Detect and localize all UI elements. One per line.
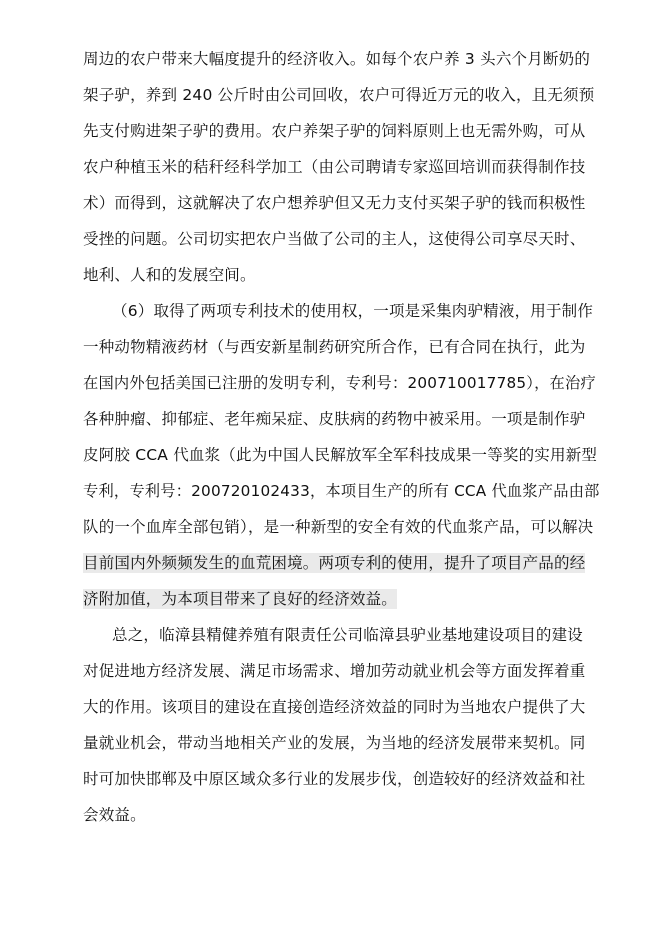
text-line: 时可加快邯郸及中原区域众多行业的发展步伐，创造较好的经济效益和社	[83, 770, 586, 788]
text-line: 各种肿瘤、抑郁症、老年痴呆症、皮肤病的药物中被采用。一项是制作驴	[83, 410, 586, 428]
text-line: 目前国内外频频发生的血荒困境。两项专利的使用，提升了项目产品的经	[83, 554, 586, 572]
text-line: 先支付购进架子驴的费用。农户养架子驴的饲料原则上也无需外购，可从	[83, 122, 586, 140]
text-line: 受挫的问题。公司切实把农户当做了公司的主人，这使得公司享尽天时、	[83, 230, 586, 248]
text-line: 大的作用。该项目的建设在直接创造经济效益的同时为当地农户提供了大	[83, 698, 586, 716]
text-line: 量就业机会，带动当地相关产业的发展，为当地的经济发展带来契机。同	[83, 734, 586, 752]
text-line: 架子驴，养到 240 公斤时由公司回收，农户可得近万元的收入，且无须预	[83, 86, 595, 104]
text-line: 队的一个血库全部包销），是一种新型的安全有效的代血浆产品，可以解决	[83, 518, 594, 536]
text-line: 对促进地方经济发展、满足市场需求、增加劳动就业机会等方面发挥着重	[83, 662, 586, 680]
text-line: 术）而得到，这就解决了农户想养驴但又无力支付买架子驴的钱而积极性	[83, 194, 586, 212]
text-line: 济附加值，为本项目带来了良好的经济效益。	[83, 590, 398, 608]
text-line: 周边的农户带来大幅度提升的经济收入。如每个农户养 3 头六个月断奶的	[83, 50, 591, 68]
text-line: 会效益。	[83, 806, 146, 824]
text-line: 一种动物精液药材（与西安新星制药研究所合作，已有合同在执行，此为	[83, 338, 586, 356]
text-line: 专利，专利号：200720102433，本项目生产的所有 CCA 代血浆产品由部	[83, 482, 600, 500]
text-line: 地利、人和的发展空间。	[83, 266, 256, 284]
text-line: 农户种植玉米的秸秆经科学加工（由公司聘请专家巡回培训而获得制作技	[83, 158, 586, 176]
text-line: 皮阿胶 CCA 代血浆（此为中国人民解放军全军科技成果一等奖的实用新型	[83, 446, 598, 464]
text-line: 在国内外包括美国已注册的发明专利，专利号：200710017785），在治疗	[83, 374, 596, 392]
text-line: 总之，临漳县精健养殖有限责任公司临漳县驴业基地建设项目的建设	[112, 626, 584, 644]
text-line: （6）取得了两项专利技术的使用权，一项是采集肉驴精液，用于制作	[112, 302, 594, 320]
